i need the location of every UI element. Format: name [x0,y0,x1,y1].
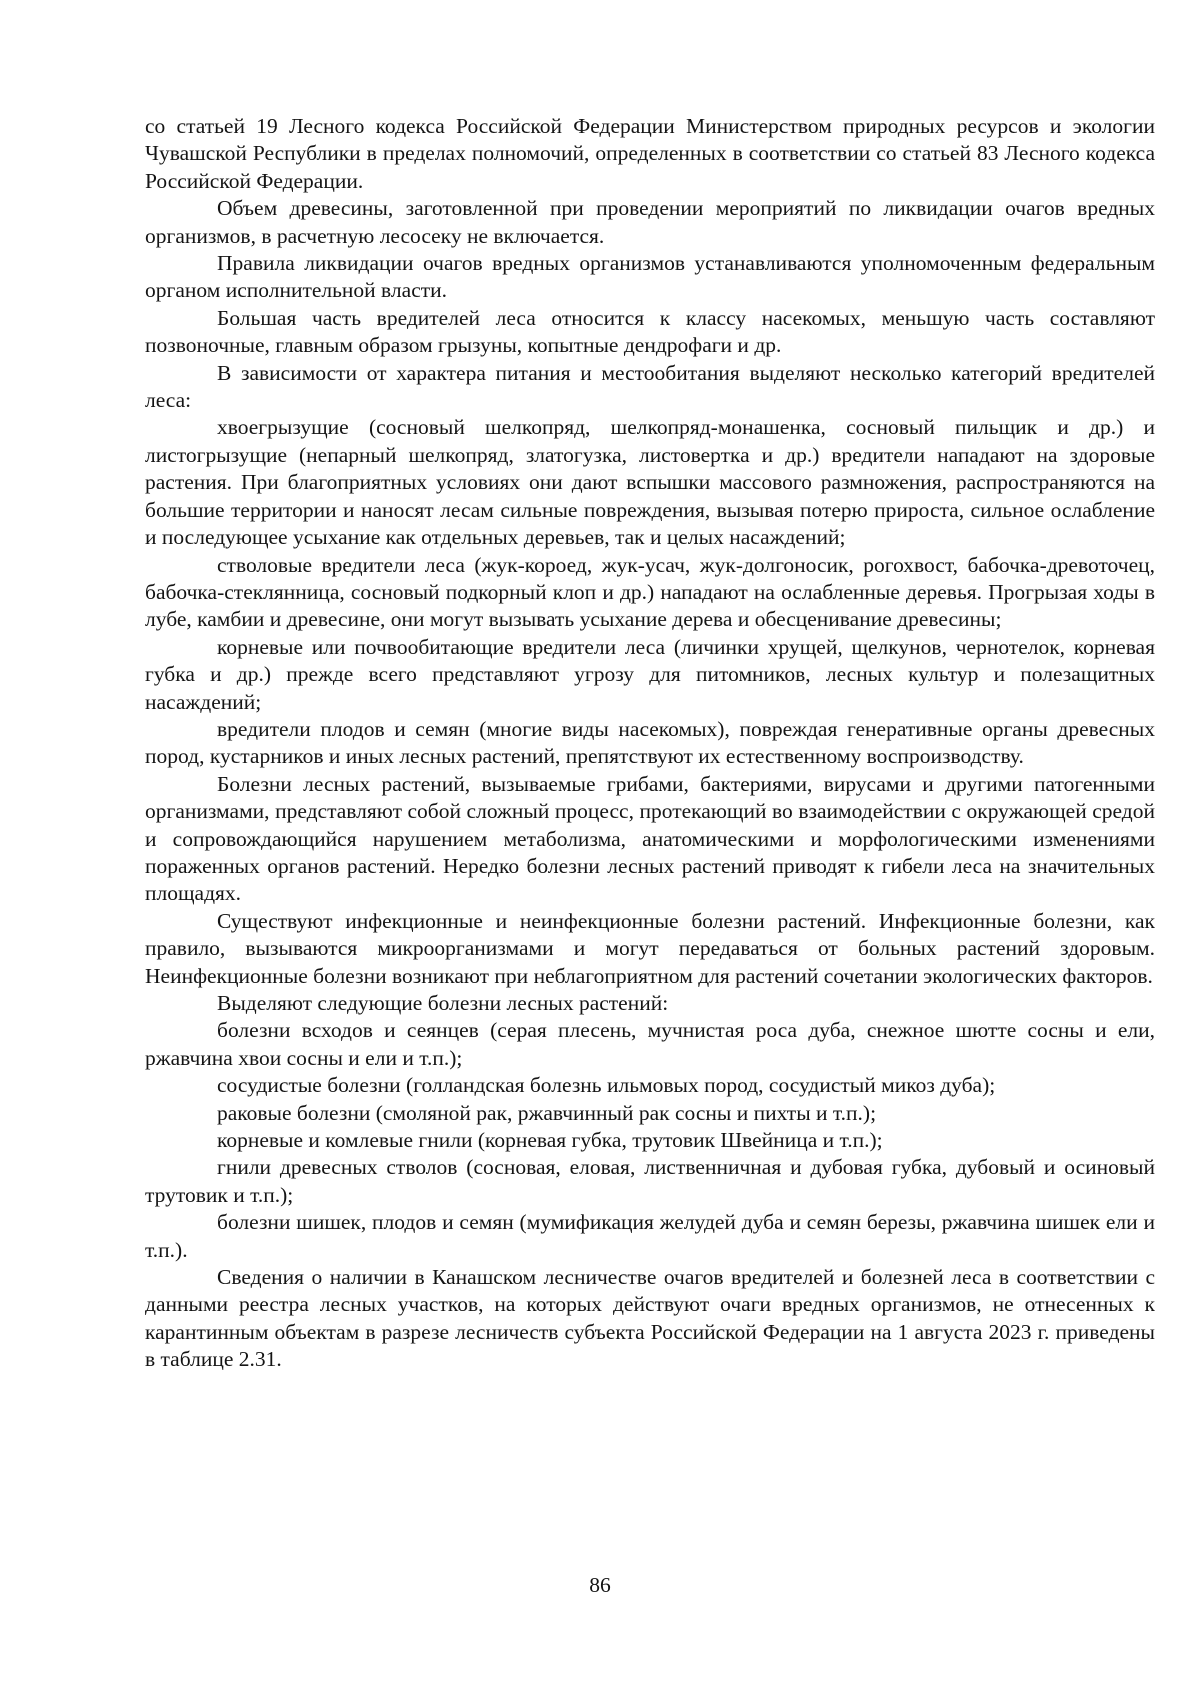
paragraph: Болезни лесных растений, вызываемые грибами, бактериями, вирусами и другими патогенными организмами, представляют собой сложный процесс, протекающий во взаимодействии с окружающей средой и сопровождающийся нарушением метаболизма, анатомическими и морфологическими изменениями пораженных органов растений. Нередко болезни лесных растений приводят к гибели леса на значительных площадях. [145,771,1155,906]
document-body [145,113,1155,1374]
list-item: корневые или почвообитающие вредители леса (личинки хрущей, щелкунов, чернотелок, корневая губка и др.) прежде всего представляют угрозу для питомников, лесных культур и полезащитных насаждений; [145,634,1155,714]
paragraph: Существуют инфекционные и неинфекционные болезни растений. Инфекционные болезни, как правило, вызываются микроорганизмами и могут передаваться от больных растений здоровым. Неинфекционные болезни возникают при неблагоприятном для растений сочетании экологических факторов. [145,908,1155,988]
list-item: сосудистые болезни (голландская болезнь ильмовых пород, сосудистый микоз дуба); [217,1073,996,1098]
list-item: корневые и комлевые гнили (корневая губка, трутовик Швейница и т.п.); [217,1128,883,1153]
list-item: болезни всходов и сеянцев (серая плесень, мучнистая роса дуба, снежное шютте сосны и ели, ржавчина хвои сосны и ели и т.п.); [145,1018,1155,1070]
list-item: хвоегрызущие (сосновый шелкопряд, шелкопряд-монашенка, сосновый пильщик и др.) и листогрызущие (непарный шелкопряд, златогузка, листовертка и др.) вредители нападают на здоровые растения. При благоприятных условиях они дают вспышки массового размножения, распространяются на большие территории и наносят лесам сильные повреждения, вызывая потерю прироста, сильное ослабление и последующее усыхание как отдельных деревьев, так и целых насаждений; [145,415,1155,550]
list-item: стволовые вредители леса (жук-короед, жук-усач, жук-долгоносик, рогохвост, бабочка-древоточец, бабочка-стеклянница, сосновый подкорный клоп и др.) нападают на ослабленные деревья. Прогрызая ходы в лубе, камбии и древесине, они могут вызывать усыхание дерева и обесценивание древесины; [145,552,1155,632]
paragraph: Правила ликвидации очагов вредных организмов устанавливаются уполномоченным федеральным органом исполнительной власти. [145,251,1155,303]
paragraph: В зависимости от характера питания и местообитания выделяют несколько категорий вредителей леса: [145,360,1155,413]
list-item: вредители плодов и семян (многие виды насекомых), повреждая генеративные органы древесных пород, кустарников и иных лесных растений, препятствуют их естественному воспроизводству. [145,716,1155,769]
paragraph: Выделяют следующие болезни лесных растений: [217,991,669,1015]
paragraph-continuation: со статьей 19 Лесного кодекса Российской Федерации Министерством природных ресурсов и экологии Чувашской Республики в пределах полномочий, определенных в соответствии со статьей 83 Лесного кодекса Российской Федерации. [145,114,1155,193]
page-number: 86 [589,1573,611,1597]
list-item: гнили древесных стволов (сосновая, еловая, лиственничная и дубовая губка, дубовый и осиновый трутовик и т.п.); [145,1155,1155,1207]
paragraph: Сведения о наличии в Канашском лесничестве очагов вредителей и болезней леса в соответствии с данными реестра лесных участков, на которых действуют очаги вредных организмов, не отнесенных к карантинным объектам в разрезе лесничеств субъекта Российской Федерации на 1 августа 2023 г. приведены в таблице 2.31. [145,1265,1155,1372]
list-item: раковые болезни (смоляной рак, ржавчинный рак сосны и пихты и т.п.); [217,1100,877,1125]
paragraph: Большая часть вредителей леса относится к классу насекомых, меньшую часть составляют позвоночные, главным образом грызуны, копытные дендрофаги и др. [145,305,1155,358]
list-item: болезни шишек, плодов и семян (мумификация желудей дуба и семян березы, ржавчина шишек ели и т.п.). [145,1210,1155,1262]
paragraph: Объем древесины, заготовленной при проведении мероприятий по ликвидации очагов вредных организмов, в расчетную лесосеку не включается. [145,196,1155,248]
